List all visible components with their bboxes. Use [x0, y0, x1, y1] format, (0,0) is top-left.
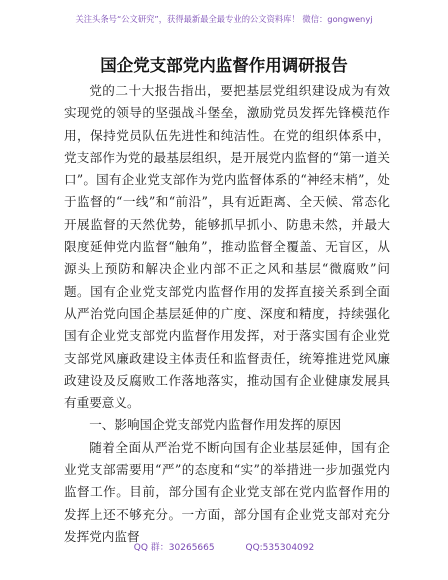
body-paragraph: 党的二十大报告指出，要把基层党组织建设成为有效实现党的领导的坚强战斗堡垒，激励党员发挥先锋模范作用，保持党员队伍先进性和纯洁性。在党的组织体系中，党支部作为党的最基层组织，是开展党内监督的“第一道关口”。国有企业党支部作为党内监督体系的“神经末梢”，处于监督的“一线”和“前沿”，具有近距离、全天候、常态化开展监督的天然优势，能够抓早抓小、防患未然，并最大限度延伸党内监督“触角”，推动监督全覆盖、无盲区，从源头上预防和解决企业内部不正之风和基层“微腐败”问题。国有企业党支部党内监督作用的发挥直接关系到全面从严治党向国企基层延伸的广度、深度和精度，持续强化国有企业党支部党内监督作用发挥，对于落实国有企业党支部党风廉政建设主体责任和监督责任，统筹推进党风廉政建设及反腐败工作落地落实，推动国有企业健康发展具有重要意义。 — [64, 83, 390, 411]
page-footer — [0, 540, 448, 553]
document-body — [64, 80, 390, 548]
document-title: 国企党支部党内监督作用调研报告 — [100, 56, 348, 75]
body-paragraph: 随着全面从严治党不断向国有企业基层延伸，国有企业党支部需要用“严”的态度和“实”的举措进一步加强党内监督工作。目前，部分国有企业党支部在党内监督作用的发挥上还不够充分。一方面，部分国有企业党支部对充分发挥党内监督 — [64, 439, 390, 544]
footer-qq-group: QQ 群：30265665 — [133, 543, 215, 553]
section-heading: 一、影响国企党支部党内监督作用发挥的原因 — [89, 417, 342, 433]
page-header-promo: 关注头条号“公文研究”，获得最新最全最专业的公文资料库！ 微信：gongwenyj — [75, 14, 373, 24]
footer-qq: QQ:535304092 — [245, 543, 315, 553]
